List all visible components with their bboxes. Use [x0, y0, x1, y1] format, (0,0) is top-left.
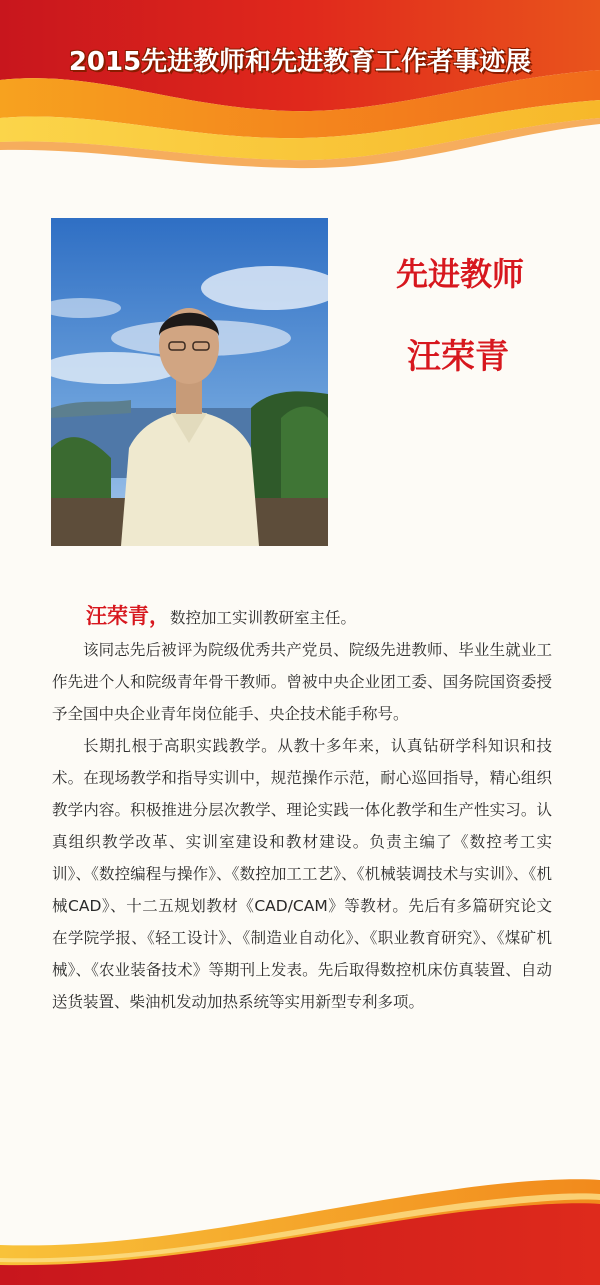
biography [52, 600, 552, 1018]
portrait-photo [51, 218, 328, 546]
bio-lead-text: 数控加工实训教研室主任。 [170, 609, 357, 627]
bio-lead-name: 汪荣青， [86, 604, 170, 628]
bio-paragraph: 长期扎根于高职实践教学。从教十多年来，认真钻研学科知识和技术。在现场教学和指导实训中，规范操作示范，耐心巡回指导，精心组织教学内容。积极推进分层次教学、理论实践一体化教学和生产性实习。认真组织教学改革、实训室建设和教材建设。负责主编了《数控考工实训》、《数控编程与操作》、《数控加工工艺》、《机械装调技术与实训》、《机械CAD》、十二五规划教材《CAD/CAM》等教材。先后有多篇研究论文在学院学报、《轻工设计》、《制造业自动化》、《职业教育研究》、《煤矿机械》、《农业装备技术》等期刊上发表。先后取得数控机床仿真装置、自动送货装置、柴油机发动加热系统等实用新型专利多项。 [52, 737, 552, 1011]
award-title: 先进教师 [395, 255, 524, 293]
bio-lead [52, 600, 552, 634]
header-banner [0, 0, 600, 175]
footer-banner [0, 1150, 600, 1285]
page-title: 2015先进教师和先进教育工作者事迹展 [68, 47, 532, 77]
bio-paragraph: 该同志先后被评为院级优秀共产党员、院级先进教师、毕业生就业工作先进个人和院级青年骨干教师。曾被中央企业团工委、国务院国资委授予全国中央企业青年岗位能手、央企技术能手称号。 [52, 641, 552, 723]
person-name: 汪荣青 [407, 337, 509, 377]
